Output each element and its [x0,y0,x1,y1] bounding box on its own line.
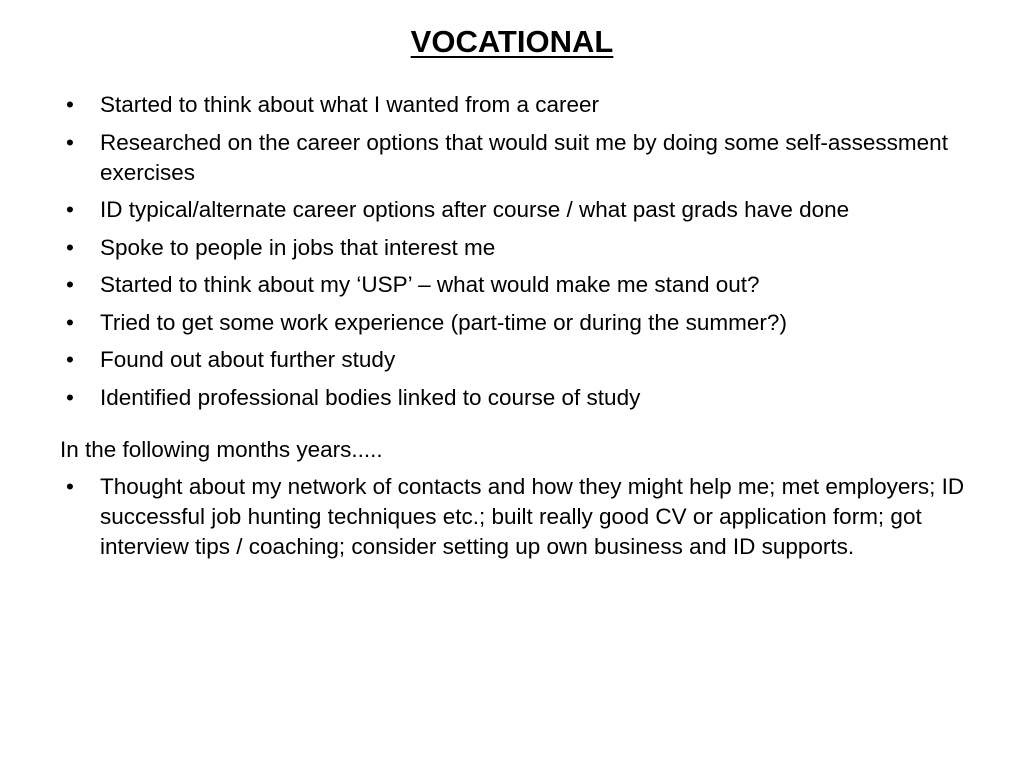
bullet-icon: • [66,92,74,117]
list-item-text: Started to think about my ‘USP’ – what would make me stand out? [100,272,760,297]
list-item-text: Identified professional bodies linked to course of study [100,384,641,410]
bullet-list [60,90,970,413]
list-item [60,345,970,375]
bullet-icon: • [66,129,74,155]
following-heading: In the following months years..... [60,436,383,462]
list-item-text: Found out about further study [100,347,396,372]
list-item-text: Started to think about what I wanted from a career [100,92,600,117]
list-item-text: Thought about my network of contacts and how they might help me; met employers; ID successful job hunting techniques etc.; built really good CV or application form; got interview tips / coaching; consider setting up own business and ID supports. [100,473,965,559]
list-item-text: Spoke to people in jobs that interest me [100,234,496,260]
bullet-icon: • [66,384,74,410]
list-item-text: Tried to get some work experience (part-time or during the summer?) [100,309,787,335]
bullet-icon: • [66,272,74,297]
slide-title [0,22,1024,62]
list-item [60,308,970,338]
list-item [60,270,970,300]
bullet-icon: • [66,309,74,335]
bullet-icon: • [66,234,74,260]
list-item [60,128,970,188]
list-item [60,383,970,413]
bullet-icon: • [66,473,74,499]
slide-title-text: VOCATIONAL [410,24,614,59]
list-item-text: ID typical/alternate career options after course / what past grads have done [100,197,850,222]
list-item [60,195,970,225]
list-item [60,90,970,120]
bullet-icon: • [66,347,74,372]
slide-body [60,90,970,569]
list-item-text: Researched on the career options that would suit me by doing some self-assessment exercises [100,129,948,185]
list-item [60,233,970,263]
list-item [60,472,970,562]
bullet-icon: • [66,197,74,222]
following-bullet-list [60,472,970,562]
